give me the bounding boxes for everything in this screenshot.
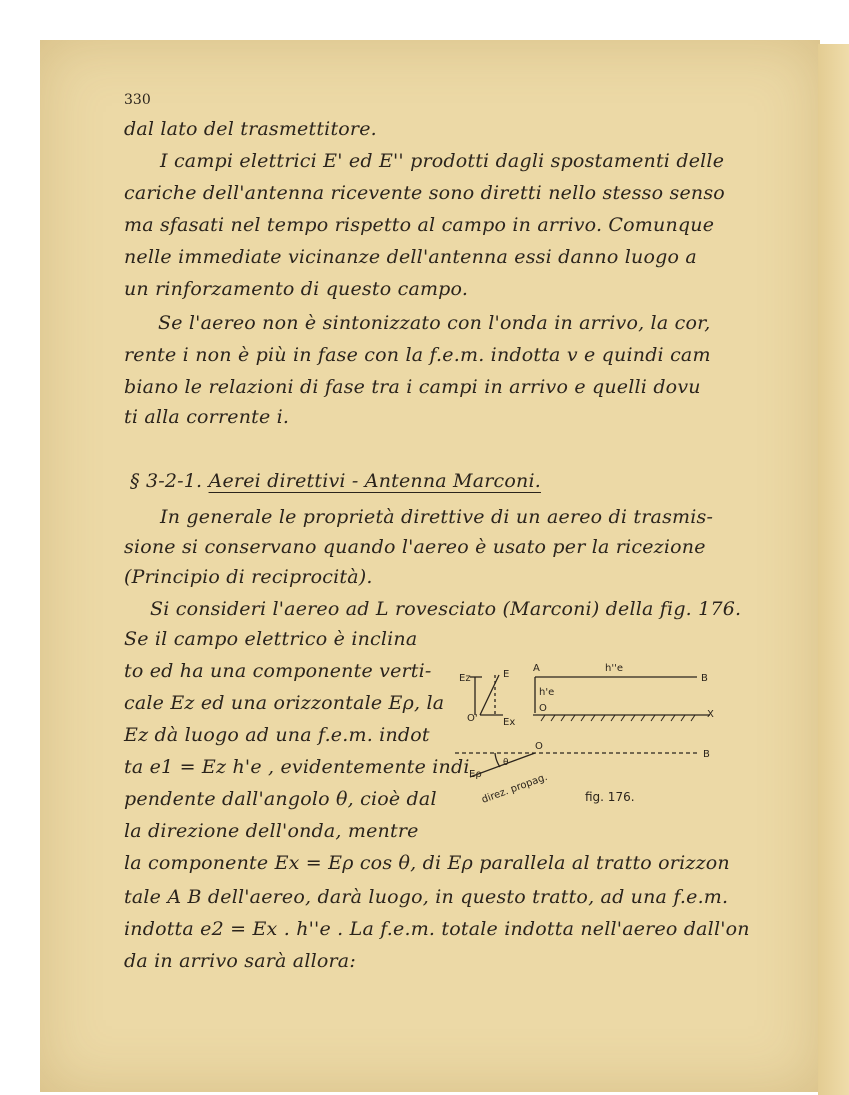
text-line: (Principio di reciprocità). xyxy=(124,566,373,588)
theta-arc xyxy=(495,753,500,767)
label-o-bottom: O xyxy=(535,741,543,752)
text-line: Se l'aereo non è sintonizzato con l'onda in arrivo, la cor, xyxy=(158,312,711,334)
label-b-top: B xyxy=(701,673,708,684)
page-edge xyxy=(818,44,849,1095)
text-line: In generale le proprietà direttive di un aereo di trasmis- xyxy=(160,506,714,528)
text-line: cale Ez ed una orizzontale Eρ, la xyxy=(124,692,445,714)
figure-caption: fig. 176. xyxy=(585,790,635,804)
text-line: Se il campo elettrico è inclina xyxy=(124,628,418,650)
label-o-top: O xyxy=(539,703,547,714)
figure-176 xyxy=(455,655,745,810)
label-he1: h'e xyxy=(539,687,555,698)
text-line: la direzione dell'onda, mentre xyxy=(124,820,419,842)
label-ez: Ez xyxy=(459,673,471,684)
label-erho: Eρ xyxy=(469,769,482,780)
text-line: nelle immediate vicinanze dell'antenna essi danno luogo a xyxy=(124,246,697,268)
label-he2: h''e xyxy=(605,663,623,674)
label-theta: θ xyxy=(503,758,509,768)
label-o-prime: O' xyxy=(467,713,478,724)
text-line: ti alla corrente i. xyxy=(124,406,290,428)
text-line: ma sfasati nel tempo rispetto al campo in arrivo. Comunque xyxy=(124,214,715,236)
text-line: tale A B dell'aereo, darà luogo, in questo tratto, ad una f.e.m. xyxy=(124,886,729,908)
section-heading xyxy=(130,470,541,492)
text-line: dal lato del trasmettitore. xyxy=(124,118,377,140)
page-number: 330 xyxy=(124,92,151,108)
text-line: la componente Ex = Eρ cos θ, di Eρ parallela al tratto orizzon xyxy=(124,852,730,874)
text-line: I campi elettrici E' ed E'' prodotti dagli spostamenti delle xyxy=(160,150,725,172)
text-line: rente i non è più in fase con la f.e.m. indotta v e quindi cam xyxy=(124,344,711,366)
label-direction: direz. propag. xyxy=(480,771,549,806)
text-line: to ed ha una componente verti- xyxy=(124,660,432,682)
text-line: indotta e2 = Ex . h''e . La f.e.m. totale indotta nell'aereo dall'on xyxy=(124,918,750,940)
label-x: X xyxy=(707,709,714,720)
text-line: cariche dell'antenna ricevente sono diretti nello stesso senso xyxy=(124,182,725,204)
section-number: § 3-2-1. xyxy=(130,470,203,492)
section-title: Aerei direttivi - Antenna Marconi. xyxy=(208,470,541,492)
text-line: Si consideri l'aereo ad L rovesciato (Marconi) della fig. 176. xyxy=(150,598,742,620)
label-b-bottom: B xyxy=(703,749,710,760)
text-line: biano le relazioni di fase tra i campi in arrivo e quelli dovu xyxy=(124,376,701,398)
ground-hatching xyxy=(541,715,695,721)
text-line: da in arrivo sarà allora: xyxy=(124,950,356,972)
text-line: pendente dall'angolo θ, cioè dal xyxy=(124,788,437,810)
text-line: sione si conservano quando l'aereo è usato per la ricezione xyxy=(124,536,706,558)
text-line: un rinforzamento di questo campo. xyxy=(124,278,469,300)
label-ex: Ex xyxy=(503,717,516,728)
label-a: A xyxy=(533,663,540,674)
text-line: Ez dà luogo ad una f.e.m. indot xyxy=(124,724,430,746)
label-e: E xyxy=(503,669,510,680)
e-vector xyxy=(480,675,499,715)
text-line: ta e1 = Ez h'e , evidentemente indi xyxy=(124,756,470,778)
